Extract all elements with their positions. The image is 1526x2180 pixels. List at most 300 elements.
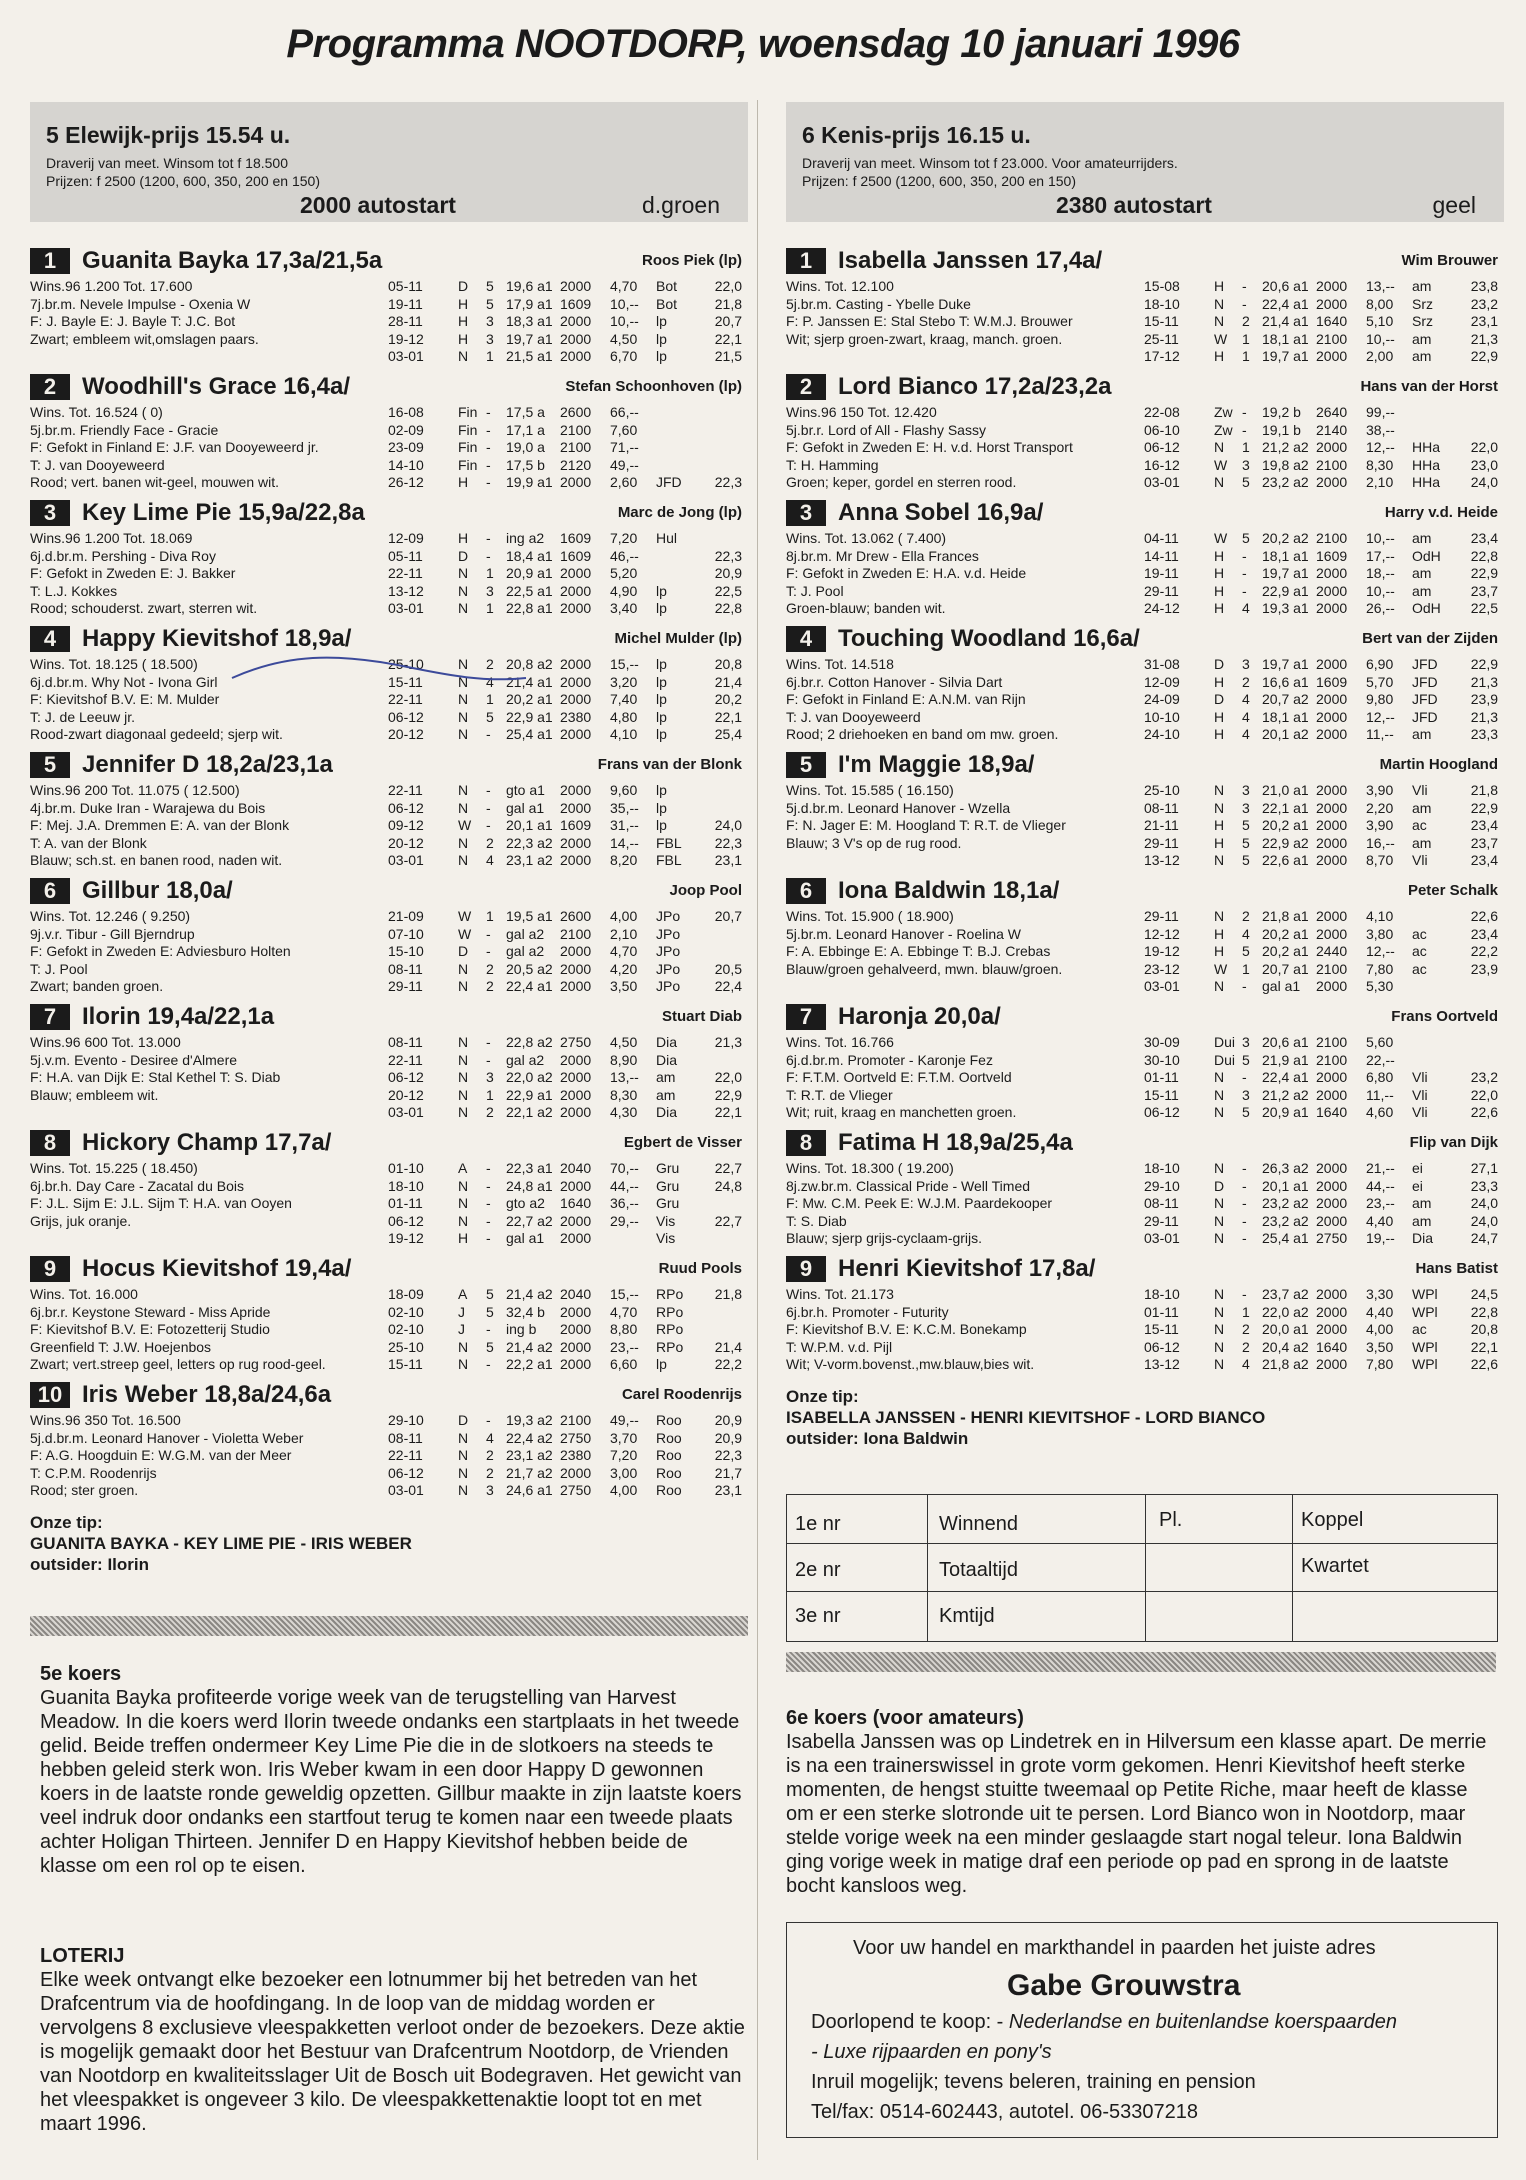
- result-cell: H: [1214, 278, 1225, 294]
- result-cell: W: [458, 925, 472, 942]
- result-row: [388, 1052, 748, 1070]
- result-cell: 4,00: [610, 1482, 638, 1498]
- result-row: [1144, 457, 1504, 475]
- result-cell: N: [458, 726, 469, 742]
- result-cell: 22,8: [1470, 1303, 1498, 1320]
- result-cell: 49,--: [610, 456, 639, 473]
- horse-entry: [30, 624, 748, 750]
- result-cell: 4,50: [610, 1034, 638, 1050]
- result-cell: 15-11: [388, 673, 423, 690]
- horse-info-line: T: R.T. de Vlieger: [786, 1086, 893, 1103]
- result-cell: 8,70: [1366, 852, 1394, 868]
- result-cell: 22,0: [714, 278, 742, 294]
- result-cell: 2000: [560, 852, 592, 868]
- result-cell: 5: [1242, 530, 1250, 546]
- result-cell: 1: [1242, 348, 1250, 364]
- result-cell: 22,4 a2: [506, 1429, 553, 1446]
- result-cell: 2: [486, 656, 494, 672]
- result-cell: 2000: [1316, 582, 1348, 599]
- result-cell: WPl: [1412, 1356, 1438, 1372]
- horse-info-line: T: J. de Leeuw jr.: [30, 708, 136, 725]
- horse-entry: [786, 624, 1504, 750]
- horse-info: [786, 404, 1141, 492]
- horse-info-line: Wins. Tot. 16.766: [786, 1034, 894, 1050]
- result-cell: N: [1214, 295, 1225, 312]
- result-cell: 02-09: [388, 421, 424, 438]
- result-row: [388, 943, 748, 961]
- result-cell: 6,90: [1366, 656, 1394, 672]
- result-cell: 5: [486, 295, 494, 312]
- result-cell: 20,9 a1: [506, 565, 553, 581]
- result-cell: 4,30: [610, 1104, 638, 1120]
- result-cell: W: [1214, 330, 1228, 347]
- result-cell: 29-11: [1144, 834, 1179, 851]
- horse-info-line: Rood; vert. banen wit-geel, mouwen wit.: [30, 474, 280, 490]
- horse-name: [786, 1254, 1095, 1284]
- result-cell: -: [1242, 1286, 1247, 1302]
- result-cell: 4,20: [610, 960, 638, 977]
- result-row: [388, 852, 748, 870]
- horse-info-line: Wins.96 150 Tot. 12.420: [786, 404, 937, 420]
- result-cell: 2440: [1316, 943, 1348, 959]
- result-cell: H: [1214, 565, 1225, 581]
- result-cell: 2100: [1316, 530, 1348, 546]
- horse-info-line: 7j.br.m. Nevele Impulse - Oxenia W: [30, 295, 251, 312]
- horse-info-line: F: Gefokt in Finland E: J.F. van Dooyeweerd jr.: [30, 439, 319, 455]
- result-cell: 24,0: [1470, 474, 1498, 490]
- result-cell: 05-11: [388, 547, 423, 564]
- result-cell: 4,40: [1366, 1212, 1394, 1229]
- result-cell: 20,5 a2: [506, 960, 553, 977]
- result-cell: 31,--: [610, 817, 639, 833]
- result-cell: N: [458, 1051, 469, 1068]
- result-cell: -: [486, 547, 491, 564]
- result-row: [1144, 583, 1504, 601]
- horse-info-line: F: Gefokt in Finland E: A.N.M. van Rijn: [786, 691, 1026, 707]
- result-cell: 8,80: [610, 1321, 638, 1337]
- result-cell: -: [486, 1212, 491, 1229]
- result-row: [388, 296, 748, 314]
- result-cell: 7,20: [610, 1447, 638, 1463]
- horse-name-text: Iris Weber 18,8a/24,6a: [82, 1381, 332, 1408]
- result-row: [1144, 709, 1504, 727]
- horse-info-line: 6j.d.br.m. Why Not - Ivona Girl: [30, 673, 218, 690]
- horse-name-text: Hickory Champ 17,7a/: [82, 1129, 332, 1156]
- result-cell: N: [458, 799, 469, 816]
- result-cell: N: [1214, 908, 1225, 924]
- result-cell: -: [486, 925, 491, 942]
- result-row: [388, 583, 748, 601]
- result-cell: gal a1: [1262, 978, 1301, 994]
- race5-start: 2000 autostart: [300, 192, 456, 218]
- result-cell: 02-10: [388, 1303, 424, 1320]
- result-cell: H: [1214, 582, 1225, 599]
- horse-info-line: 6j.br.r. Keystone Steward - Miss Apride: [30, 1303, 271, 1320]
- loterij-heading: LOTERIJ: [40, 1945, 125, 1967]
- result-cell: H: [1214, 834, 1225, 851]
- horse-driver: Egbert de Visser: [623, 1134, 742, 1151]
- result-cell: ei: [1412, 1177, 1423, 1194]
- horse-number: 6: [786, 878, 826, 904]
- result-cell: 23,0: [1470, 456, 1498, 473]
- result-cell: 25,4 a1: [506, 726, 553, 742]
- race6-header: [786, 102, 1504, 222]
- horse-driver: Frans van der Blonk: [597, 756, 742, 773]
- result-cell: 2000: [560, 656, 592, 672]
- result-cell: 2000: [560, 1338, 592, 1355]
- result-cell: 3,50: [610, 978, 638, 994]
- result-cell: 1: [1242, 960, 1250, 977]
- result-cell: 22-11: [388, 691, 423, 707]
- horse-name: [30, 1002, 274, 1032]
- horse-info-line: T: J. van Dooyeweerd: [30, 456, 165, 473]
- result-cell: WPl: [1412, 1303, 1438, 1320]
- result-cell: Zw: [1214, 404, 1233, 420]
- horse-driver: Hans van der Horst: [1360, 378, 1498, 395]
- result-cell: Roo: [656, 1464, 682, 1481]
- result-cell: 2000: [1316, 1086, 1348, 1103]
- horse-driver: Bert van der Zijden: [1362, 630, 1498, 647]
- result-cell: 20,6 a1: [1262, 1034, 1309, 1050]
- result-cell: Roo: [656, 1447, 682, 1463]
- result-cell: 15-11: [1144, 1321, 1179, 1337]
- result-cell: 2000: [560, 1356, 592, 1372]
- result-cell: 26,--: [1366, 600, 1395, 616]
- result-row: [1144, 331, 1504, 349]
- result-cell: 11,--: [1366, 726, 1394, 742]
- result-row: [388, 548, 748, 566]
- result-cell: -: [1242, 1160, 1247, 1176]
- result-cell: 21,7 a2: [506, 1464, 553, 1481]
- result-cell: N: [1214, 782, 1225, 798]
- result-cell: Fin: [458, 404, 478, 420]
- result-cell: N: [458, 960, 469, 977]
- result-cell: 25-10: [1144, 782, 1180, 798]
- result-cell: 21,3: [714, 1034, 742, 1050]
- result-cell: Roo: [656, 1412, 682, 1428]
- result-cell: 16,6 a1: [1262, 673, 1309, 690]
- result-cell: 2040: [560, 1286, 592, 1302]
- horse-info: [30, 404, 385, 492]
- result-cell: 31-08: [1144, 656, 1180, 672]
- result-cell: 20,8 a2: [506, 656, 553, 672]
- horse-results: [1144, 908, 1504, 996]
- loterij-text: Elke week ontvangt elke bezoeker een lotnummer bij het betreden van het Drafcentrum via de hoofdingang. In de loop van de middag worden er vervolgens 8 exclusieve vleespakketten verloot onder de bezoekers. Deze aktie is mogelijk gemaakt door het Bestuur van Drafcentrum Nootdorp, de Vrienden van Nootdorp en kwaliteitsslager Uit de Bosch uit Bodegraven. Het gewicht van het vleespakket is ongeveer 3 kilo. De vleespakkettenaktie loopt tot en met maart 1996.: [40, 1969, 745, 2135]
- result-cell: N: [1214, 1069, 1225, 1085]
- result-cell: 3,40: [610, 600, 638, 616]
- horse-name: [786, 498, 1043, 528]
- result-cell: HHa: [1412, 456, 1441, 473]
- result-cell: N: [1214, 1286, 1225, 1302]
- result-cell: 4,00: [1366, 1321, 1394, 1337]
- result-row: [1144, 961, 1504, 979]
- result-cell: 2000: [560, 1303, 592, 1320]
- result-cell: am: [656, 1086, 676, 1103]
- horse-entry: [786, 750, 1504, 876]
- result-cell: 22-11: [388, 565, 423, 581]
- result-cell: 10,--: [1366, 530, 1395, 546]
- result-cell: W: [1214, 960, 1228, 977]
- result-cell: 03-01: [388, 600, 424, 616]
- result-row: [388, 1356, 748, 1374]
- horse-info-line: F: Mw. C.M. Peek E: W.J.M. Paardekooper: [786, 1195, 1053, 1211]
- horse-info: [786, 1286, 1141, 1374]
- horse-results: [388, 278, 748, 366]
- result-cell: 25,4 a1: [1262, 1230, 1309, 1246]
- race5-prizes: Prijzen: f 2500 (1200, 600, 350, 200 en 150): [46, 173, 320, 189]
- result-cell: 21-09: [388, 908, 424, 924]
- result-cell: 22,0: [1470, 1086, 1498, 1103]
- result-cell: lp: [656, 673, 667, 690]
- result-cell: 17,5 a: [506, 404, 545, 420]
- result-cell: W: [1214, 456, 1228, 473]
- horse-info-line: 5j.br.m. Leonard Hanover - Roelina W: [786, 925, 1021, 942]
- tip-horses: GUANITA BAYKA - KEY LIME PIE - IRIS WEBER: [30, 1534, 412, 1553]
- result-cell: 17,--: [1366, 547, 1395, 564]
- horse-driver: Wim Brouwer: [1401, 252, 1498, 269]
- result-cell: 2000: [1316, 782, 1348, 798]
- result-cell: 5: [486, 1338, 494, 1355]
- result-cell: 07-10: [388, 925, 424, 942]
- result-cell: 22,9: [1470, 565, 1498, 581]
- result-cell: 21,2 a2: [1262, 1086, 1309, 1103]
- result-cell: ei: [1412, 1160, 1423, 1176]
- result-cell: am: [1412, 834, 1432, 851]
- result-cell: 23,--: [1366, 1195, 1395, 1211]
- result-cell: 2000: [1316, 278, 1348, 294]
- article-heading: 5e koers: [40, 1663, 122, 1685]
- horse-results: [388, 1160, 748, 1248]
- result-cell: Srz: [1412, 295, 1433, 312]
- horse-name: [786, 372, 1111, 402]
- result-cell: 2,60: [610, 474, 638, 490]
- column-divider: [757, 100, 758, 2160]
- horse-info-line: Zwart; embleem wit,omslagen paars.: [30, 330, 259, 347]
- result-cell: am: [1412, 330, 1432, 347]
- result-cell: 06-12: [1144, 1338, 1180, 1355]
- horse-info-line: Blauw; 3 V's op de rug rood.: [786, 834, 962, 851]
- result-cell: 19,7 a1: [506, 330, 553, 347]
- result-cell: 2: [486, 1464, 494, 1481]
- hatched-divider: [786, 1652, 1496, 1672]
- result-cell: 28-11: [388, 313, 423, 329]
- result-cell: 1609: [560, 547, 592, 564]
- result-row: [388, 1230, 748, 1248]
- result-cell: 22,0: [1470, 439, 1498, 455]
- result-cell: 1609: [560, 530, 592, 546]
- result-cell: -: [486, 943, 491, 959]
- result-cell: 15,--: [610, 656, 639, 672]
- horse-name-text: Gillbur 18,0a/: [82, 877, 233, 904]
- result-cell: am: [1412, 1195, 1432, 1211]
- horse-number: 9: [786, 1256, 826, 1282]
- result-cell: 18-10: [1144, 1286, 1180, 1302]
- result-row: [1144, 1052, 1504, 1070]
- result-row: [388, 1069, 748, 1087]
- result-cell: N: [458, 1356, 469, 1372]
- result-cell: 20,1 a1: [506, 817, 553, 833]
- horse-number: 8: [786, 1130, 826, 1156]
- result-cell: 21,2 a2: [1262, 439, 1309, 455]
- race5-desc-line: Draverij van meet. Winsom tot f 18.500: [46, 155, 288, 171]
- race6-prizes: Prijzen: f 2500 (1200, 600, 350, 200 en 150): [802, 173, 1076, 189]
- result-cell: 23,2 a2: [1262, 1195, 1309, 1211]
- horse-name: [30, 1254, 351, 1284]
- horse-info-line: F: Kievitshof B.V. E: Fotozetterij Studio: [30, 1321, 270, 1337]
- result-cell: 4: [1242, 726, 1250, 742]
- result-cell: 13-12: [1144, 852, 1180, 868]
- result-cell: 03-01: [388, 348, 424, 364]
- horse-info: [30, 1160, 385, 1230]
- result-cell: 9,80: [1366, 691, 1394, 707]
- result-cell: N: [1214, 313, 1225, 329]
- result-cell: 2,20: [1366, 799, 1394, 816]
- result-cell: 23,2 a2: [1262, 1212, 1309, 1229]
- result-cell: -: [486, 799, 491, 816]
- result-cell: 3: [1242, 1086, 1250, 1103]
- horse-name-text: Isabella Janssen 17,4a/: [838, 247, 1103, 274]
- advert-line-part: Nederlandse en buitenlandse koerspaarden: [1008, 2011, 1397, 2033]
- horse-info-line: 6j.br.h. Promoter - Futurity: [786, 1303, 949, 1320]
- horse-results: [1144, 656, 1504, 744]
- result-row: [1144, 1178, 1504, 1196]
- result-cell: 19,9 a1: [506, 474, 553, 490]
- result-row: [388, 1321, 748, 1339]
- result-cell: 22,9: [1470, 348, 1498, 364]
- result-cell: 22,7: [714, 1212, 742, 1229]
- result-cell: 3: [486, 330, 494, 347]
- result-row: [1144, 852, 1504, 870]
- result-cell: 5,20: [610, 565, 638, 581]
- result-cell: -: [1242, 1195, 1247, 1211]
- horse-entry: [786, 876, 1504, 1002]
- horse-info-line: F: Kievitshof B.V. E: K.C.M. Bonekamp: [786, 1321, 1027, 1337]
- result-cell: 2000: [1316, 1286, 1348, 1302]
- result-cell: 22,9: [714, 1086, 742, 1103]
- result-cell: 19,7 a1: [1262, 565, 1309, 581]
- result-cell: 2000: [560, 1086, 592, 1103]
- result-cell: 2000: [1316, 1212, 1348, 1229]
- result-row: [388, 439, 748, 457]
- result-cell: 2000: [560, 726, 592, 742]
- result-cell: 22,5: [1470, 600, 1498, 616]
- result-cell: 22,3 a1: [506, 1160, 553, 1176]
- result-cell: JPo: [656, 960, 681, 977]
- tip-outsider: outsider: Ilorin: [30, 1555, 149, 1574]
- result-cell: W: [458, 908, 472, 924]
- result-row: [1144, 1304, 1504, 1322]
- horse-number: 4: [30, 626, 70, 652]
- horse-info: [30, 656, 385, 744]
- result-cell: 20,9 a1: [1262, 1104, 1309, 1120]
- result-cell: -: [1242, 295, 1247, 312]
- horse-info-line: 5j.br.m. Casting - Ybelle Duke: [786, 295, 971, 312]
- result-cell: 2000: [560, 1069, 592, 1085]
- result-cell: 20,9: [714, 1429, 742, 1446]
- result-cell: 08-11: [1144, 799, 1179, 816]
- result-cell: -: [1242, 421, 1247, 438]
- result-cell: -: [486, 1412, 491, 1428]
- horse-name: [30, 246, 382, 276]
- result-cell: 4: [1242, 600, 1250, 616]
- result-cell: H: [1214, 943, 1225, 959]
- tip-horses: ISABELLA JANSSEN - HENRI KIEVITSHOF - LORD BIANCO: [786, 1408, 1266, 1427]
- horse-info-line: F: Gefokt in Zweden E: J. Bakker: [30, 565, 236, 581]
- result-cell: am: [1412, 726, 1432, 742]
- row-1e-nr: 1e nr: [795, 1513, 841, 1535]
- result-cell: 3,20: [610, 673, 638, 690]
- result-cell: 22-11: [388, 1447, 423, 1463]
- horse-info-line: 8j.zw.br.m. Classical Pride - Well Timed: [786, 1177, 1031, 1194]
- result-cell: 21,5 a1: [506, 348, 553, 364]
- result-cell: 2000: [1316, 1303, 1348, 1320]
- horse-results: [1144, 1034, 1504, 1122]
- result-cell: 21,4 a1: [506, 673, 553, 690]
- result-cell: 06-12: [1144, 439, 1180, 455]
- horse-info-line: Wit; sjerp groen-zwart, kraag, manch. groen.: [786, 330, 1063, 347]
- result-cell: 4,80: [610, 708, 638, 725]
- row-2e-nr: 2e nr: [795, 1559, 841, 1581]
- result-cell: 08-11: [1144, 1195, 1179, 1211]
- result-cell: Bot: [656, 278, 678, 294]
- result-cell: 30-10: [1144, 1051, 1180, 1068]
- result-cell: 22,4 a1: [1262, 295, 1309, 312]
- result-cell: 3: [486, 582, 494, 599]
- result-cell: 2100: [1316, 960, 1348, 977]
- horse-name: [786, 624, 1140, 654]
- result-cell: 6,80: [1366, 1069, 1394, 1085]
- result-row: [388, 908, 748, 926]
- result-cell: 25-10: [388, 656, 424, 672]
- result-cell: 22,1 a2: [506, 1104, 553, 1120]
- result-cell: 19,2 b: [1262, 404, 1301, 420]
- result-cell: 2: [486, 1104, 494, 1120]
- page-title: Programma NOOTDORP, woensdag 10 januari 1996: [286, 22, 1240, 66]
- horse-info-line: Zwart; vert.streep geel, letters op rug rood-geel.: [30, 1356, 326, 1372]
- result-row: [1144, 1104, 1504, 1122]
- result-cell: N: [1214, 1303, 1225, 1320]
- horse-results: [388, 1412, 748, 1500]
- result-cell: JFD: [656, 474, 682, 490]
- horse-info-line: Rood; ster groen.: [30, 1482, 139, 1498]
- race5-color: d.groen: [641, 192, 720, 218]
- horse-info: [786, 530, 1141, 618]
- result-cell: 2100: [1316, 1051, 1348, 1068]
- result-cell: 18-10: [1144, 1160, 1180, 1176]
- result-cell: 06-12: [388, 1069, 424, 1085]
- result-cell: 2100: [1316, 456, 1348, 473]
- result-cell: N: [458, 782, 469, 798]
- result-cell: 21,8: [714, 295, 742, 312]
- result-cell: Dui: [1214, 1034, 1236, 1050]
- result-row: [388, 278, 748, 296]
- result-cell: 20-12: [388, 1086, 424, 1103]
- race5-column: [30, 102, 748, 1575]
- result-cell: 22,3: [714, 834, 742, 851]
- result-cell: 22,6: [1470, 1356, 1498, 1372]
- horse-info-line: 9j.v.r. Tibur - Gill Bjerndrup: [30, 925, 195, 942]
- horse-number: 7: [30, 1004, 70, 1030]
- result-row: [388, 1412, 748, 1430]
- horse-info-line: F: Gefokt in Zweden E: Adviesburo Holten: [30, 943, 291, 959]
- result-row: [388, 1087, 748, 1105]
- result-cell: OdH: [1412, 547, 1441, 564]
- horse-driver: Stefan Schoonhoven (lp): [565, 378, 742, 395]
- result-cell: 22-11: [388, 1051, 423, 1068]
- horse-info-line: Wins. Tot. 16.000: [30, 1286, 138, 1302]
- result-cell: Dia: [656, 1051, 678, 1068]
- result-cell: 4,70: [610, 943, 638, 959]
